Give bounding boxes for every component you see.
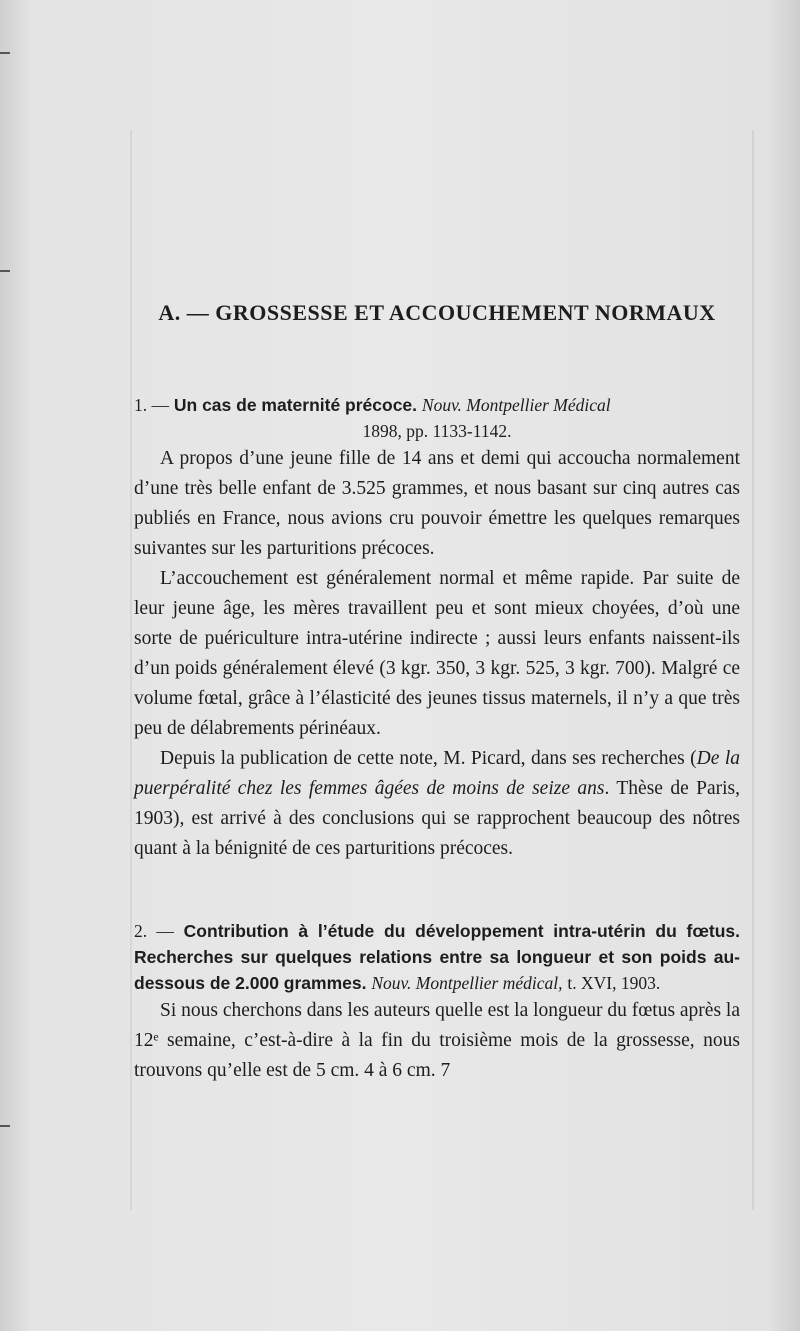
binding-mark: [0, 1125, 10, 1127]
entry-1-paragraph-3: [134, 744, 740, 864]
binding-mark: [0, 270, 10, 272]
entry-1-paragraph-1: A propos d’une jeune fille de 14 ans et demi qui accoucha normalement d’une très belle enfant de 3.525 grammes, et nous basant sur cinq autres cas publiés en France, nous avions cru pouvoir émettre les quelques remarques suivantes sur les parturitions précoces.: [134, 448, 740, 559]
entry-2-title: Contribution à l’étude du développement intra-utérin du fœtus. Recherches sur quelques relations entre sa longueur et son poids au-dessous de 2.000 grammes.: [134, 921, 740, 993]
para3-text: Depuis la publication de cette note, M. Picard, dans ses recherches (: [160, 748, 697, 769]
entry-1-citation: 1898, pp. 1133-1142.: [362, 421, 512, 441]
entry-1-heading: [134, 392, 740, 444]
entry-1-paragraph-2: L’accouchement est généralement normal et même rapide. Par suite de leur jeune âge, les mères travaillent peu et sont mieux choyées, d’où une sorte de puériculture intra-utérine indirecte ; aussi leurs enfants naissent-ils d’un poids généralement élevé (3 kgr. 350, 3 kgr. 525, 3 kgr. 700). Malgré ce volume fœtal, grâce à l’élasticité des jeunes tissus maternels, il n’y a que très peu de délabrements périnéaux.: [134, 568, 740, 739]
entry-1-number: 1. —: [134, 395, 169, 415]
entry-2-number: 2. —: [134, 921, 174, 941]
entry-2-paragraph-1: Si nous cherchons dans les auteurs quelle est la longueur du fœtus après la 12ᵉ semaine, c’est-à-dire à la fin du troisième mois de la grossesse, nous trouvons qu’elle est de 5 cm. 4 à 6 cm. 7: [134, 1000, 740, 1081]
binding-mark: [0, 52, 10, 54]
section-title: A. — GROSSESSE ET ACCOUCHEMENT NORMAUX: [158, 300, 716, 325]
entry-2-heading: [134, 918, 740, 996]
entry-2-journal: Nouv. Montpellier médical,: [371, 973, 563, 993]
thesis-title: De la puerpéralité chez les femmes âgées de moins de seize ans: [134, 748, 740, 799]
entry-1-title: Un cas de maternité précoce.: [173, 395, 418, 415]
entry-1-journal: Nouv. Montpellier Médical: [421, 395, 611, 415]
para3-text: . Thèse de Paris, 1903), est arrivé à des conclusions qui se rapprochent beaucoup des nôtres quant à la bénignité de ces parturitions précoces.: [134, 778, 740, 859]
entry-2-citation: t. XVI, 1903.: [567, 973, 661, 993]
page-content: [134, 300, 740, 1086]
